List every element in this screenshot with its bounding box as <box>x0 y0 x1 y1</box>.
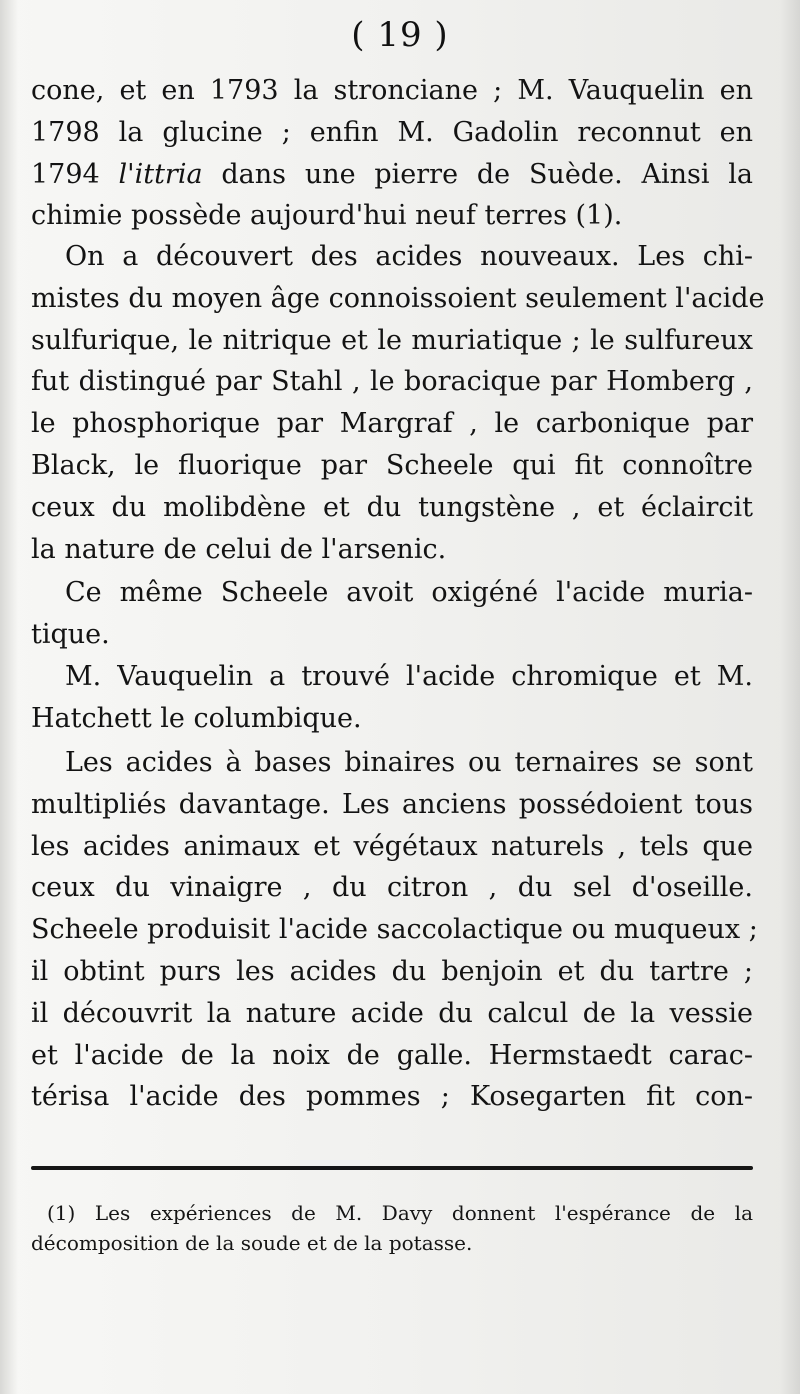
text-line: Hatchett le columbique. <box>31 702 362 734</box>
paragraph-scheele-oxigenated <box>31 572 753 656</box>
footnote-line: (1) Les expériences de M. Davy donnent l'espérance de la <box>47 1201 753 1225</box>
text-line: térisa l'acide des pommes ; Kosegarten fit con- <box>31 1081 753 1113</box>
text-line: le phosphorique par Margraf , le carbonique par <box>31 408 753 440</box>
text-line: ceux du vinaigre , du citron , du sel d'oseille. <box>31 872 753 904</box>
text-fragment: dans une pierre de Suède. Ainsi la <box>202 158 754 190</box>
text-line: ceux du molibdène et du tungstène , et éclaircit <box>31 491 753 523</box>
text-line: Les acides à bases binaires ou ternaires se sont <box>65 747 753 778</box>
text-line: la nature de celui de l'arsenic. <box>31 533 447 565</box>
footnote <box>31 1198 753 1258</box>
text-line: mistes du moyen âge connoissoient seulement l'acide <box>31 282 765 314</box>
text-line: et l'acide de la noix de galle. Hermstaedt carac- <box>31 1039 753 1071</box>
text-line: cone, et en 1793 la stronciane ; M. Vauquelin en <box>31 75 753 106</box>
text-line: fut distingué par Stahl , le boracique par Homberg , <box>31 366 753 398</box>
text-line: On a découvert des acides nouveaux. Les chi- <box>65 241 753 272</box>
text-line: chimie possède aujourd'hui neuf terres (1). <box>31 200 623 232</box>
text-line: les acides animaux et végétaux naturels , tels que <box>31 830 753 862</box>
text-line: Ce même Scheele avoit oxigéné l'acide muria- <box>65 577 753 608</box>
text-line: il découvrit la nature acide du calcul de la vessie <box>31 997 753 1029</box>
text-fragment: 1794 <box>31 158 119 190</box>
text-line: M. Vauquelin a trouvé l'acide chromique et M. <box>65 661 753 692</box>
text-line: sulfurique, le nitrique et le muriatique ; le sulfureux <box>31 324 753 356</box>
text-line: tique. <box>31 618 110 650</box>
text-line: il obtint purs les acides du benjoin et du tartre ; <box>31 955 753 987</box>
text-line: 1798 la glucine ; enfin M. Gadolin reconnut en <box>31 116 753 148</box>
footnote-line: décomposition de la soude et de la potasse. <box>31 1231 473 1255</box>
text-line: Black, le fluorique par Scheele qui fit connoître <box>31 449 753 481</box>
paragraph-binary-ternary-acids <box>31 742 758 1118</box>
paragraph-earths-discovery <box>31 70 753 237</box>
footnote-separator <box>31 1166 753 1170</box>
page-number: ( 19 ) <box>351 15 449 55</box>
text-line: Scheele produisit l'acide saccolactique ou muqueux ; <box>31 914 758 946</box>
paragraph-new-acids <box>31 236 765 570</box>
text-line: multipliés davantage. Les anciens possédoient tous <box>31 788 753 820</box>
text-line <box>31 154 753 196</box>
italic-term: l'ittria <box>118 158 203 190</box>
paragraph-vauquelin-chromic <box>31 656 753 740</box>
